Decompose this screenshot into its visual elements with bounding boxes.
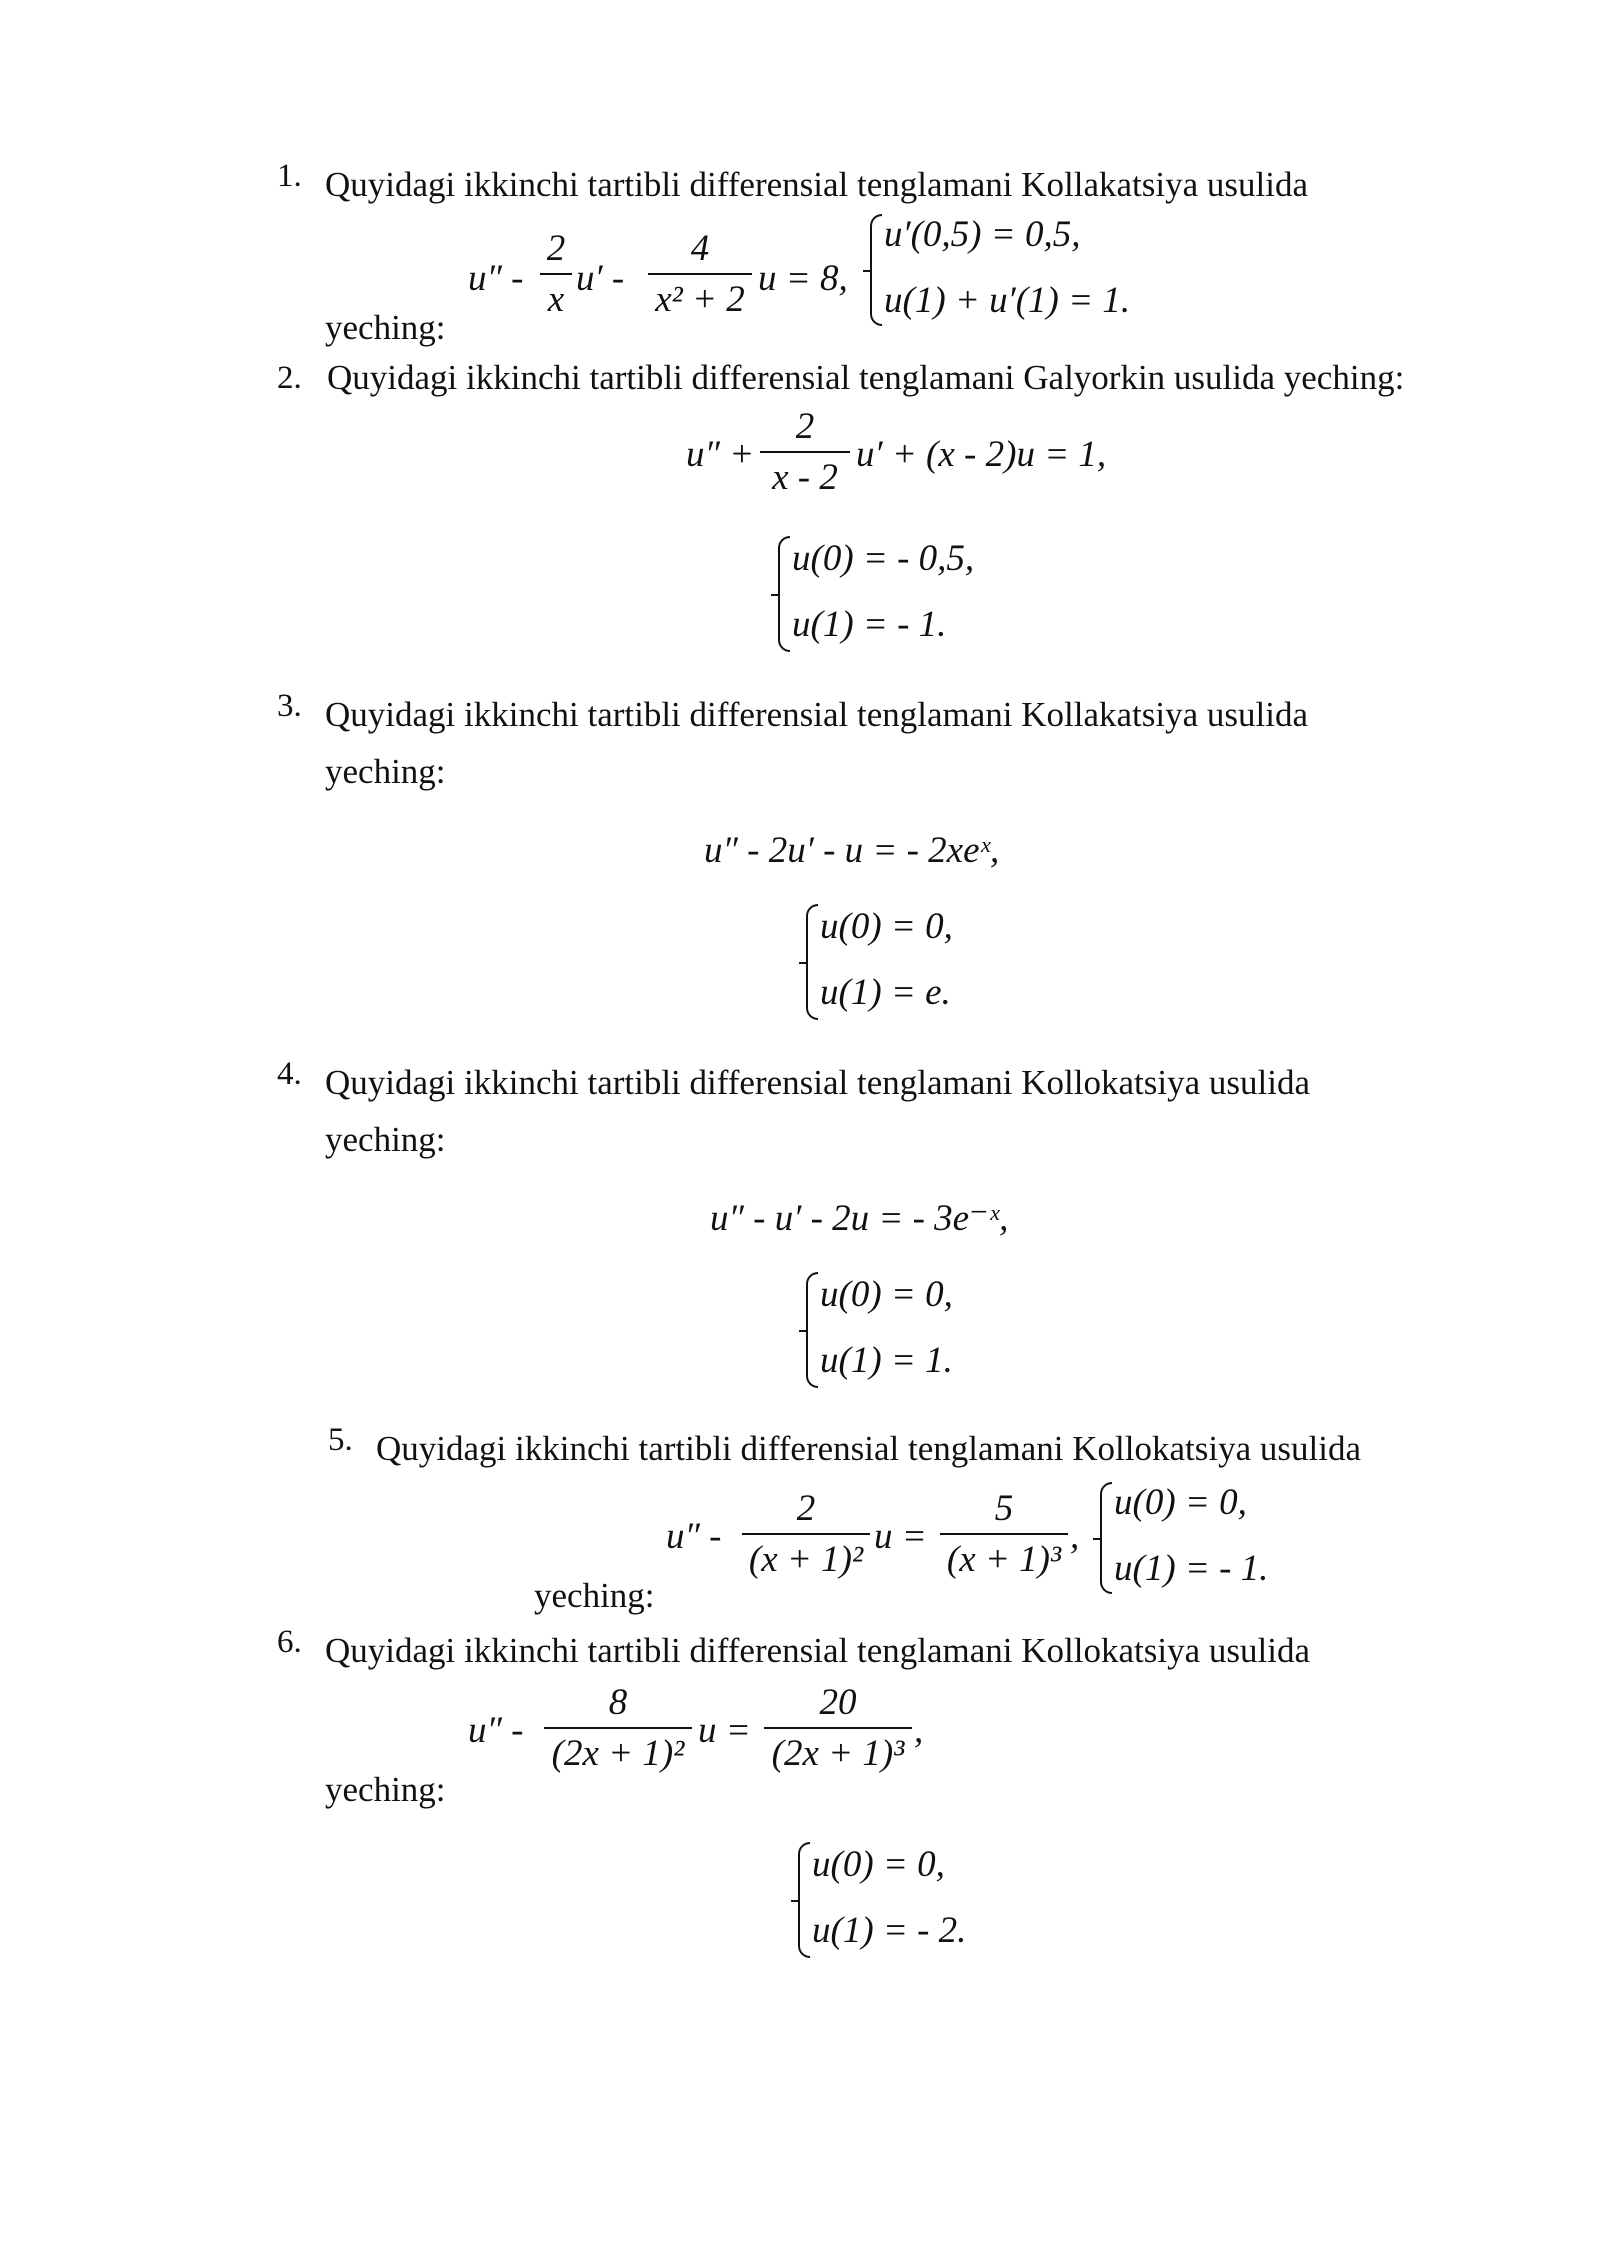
problem-number: 6.	[277, 1624, 302, 1660]
equation-fraction: 4 x² + 2	[648, 230, 752, 318]
equation-fraction: 20 (2x + 1)³	[764, 1684, 912, 1772]
boundary-condition: u(1) = e.	[820, 972, 951, 1013]
problem-text: Quyidagi ikkinchi tartibli differensial tenglamani Kollokatsiya usulida	[376, 1429, 1361, 1468]
equation-fraction: 5 (x + 1)³	[940, 1490, 1068, 1578]
solve-label: yeching:	[325, 1120, 446, 1159]
equation-part: ,	[914, 1710, 924, 1751]
equation-part: u = 8,	[758, 258, 848, 299]
equation-part: u′ -	[576, 258, 625, 299]
system-brace	[1100, 1482, 1112, 1594]
solve-label: yeching:	[325, 752, 446, 791]
problem-text: Quyidagi ikkinchi tartibli differensial tenglamani Kollokatsiya usulida	[325, 1631, 1310, 1670]
system-brace	[806, 1272, 818, 1388]
boundary-condition: u(1) = - 2.	[812, 1910, 967, 1951]
boundary-condition: u(1) = - 1.	[1114, 1548, 1269, 1589]
problem-number: 3.	[277, 688, 302, 724]
equation-part: u″ -	[468, 258, 524, 299]
equation-part: ,	[1070, 1516, 1080, 1557]
system-brace	[798, 1842, 810, 1958]
equation-fraction: 2 (x + 1)²	[742, 1490, 870, 1578]
system-brace	[870, 214, 882, 326]
solve-label: yeching:	[325, 308, 446, 347]
equation-fraction: 8 (2x + 1)²	[544, 1684, 692, 1772]
problem-text: Quyidagi ikkinchi tartibli differensial tenglamani Galyorkin usulida yeching:	[327, 358, 1405, 397]
equation-part: u =	[874, 1516, 927, 1557]
equation-part: u″ -	[666, 1516, 722, 1557]
equation-part: u′ + (x - 2)u = 1,	[856, 434, 1107, 475]
boundary-condition: u(0) = 0,	[812, 1844, 945, 1885]
equation-part: u″ -	[468, 1710, 524, 1751]
boundary-condition: u(0) = 0,	[820, 906, 953, 947]
problem-text: Quyidagi ikkinchi tartibli differensial tenglamani Kollakatsiya usulida	[325, 695, 1309, 734]
boundary-condition: u(0) = - 0,5,	[792, 538, 975, 579]
boundary-condition: u(1) + u′(1) = 1.	[884, 280, 1131, 321]
equation: u″ - 2u′ - u = - 2xeˣ,	[704, 830, 1000, 871]
problem-number: 2.	[277, 360, 302, 396]
problem-number: 4.	[277, 1056, 302, 1092]
equation-part: u″ +	[686, 434, 755, 475]
problem-text: Quyidagi ikkinchi tartibli differensial tenglamani Kollakatsiya usulida	[325, 165, 1309, 204]
problem-number: 5.	[328, 1422, 353, 1458]
equation: u″ - u′ - 2u = - 3e⁻ˣ,	[710, 1198, 1009, 1239]
equation-part: u =	[698, 1710, 751, 1751]
problem-text: Quyidagi ikkinchi tartibli differensial tenglamani Kollokatsiya usulida	[325, 1063, 1310, 1102]
equation-fraction: 2 x	[540, 230, 572, 318]
boundary-condition: u(0) = 0,	[1114, 1482, 1247, 1523]
boundary-condition: u(1) = - 1.	[792, 604, 947, 645]
system-brace	[806, 904, 818, 1020]
problem-number: 1.	[277, 158, 302, 194]
system-brace	[778, 536, 790, 652]
boundary-condition: u(0) = 0,	[820, 1274, 953, 1315]
solve-label: yeching:	[534, 1576, 655, 1615]
boundary-condition: u(1) = 1.	[820, 1340, 953, 1381]
boundary-condition: u′(0,5) = 0,5,	[884, 214, 1081, 255]
equation-fraction: 2 x - 2	[760, 408, 850, 496]
solve-label: yeching:	[325, 1770, 446, 1809]
